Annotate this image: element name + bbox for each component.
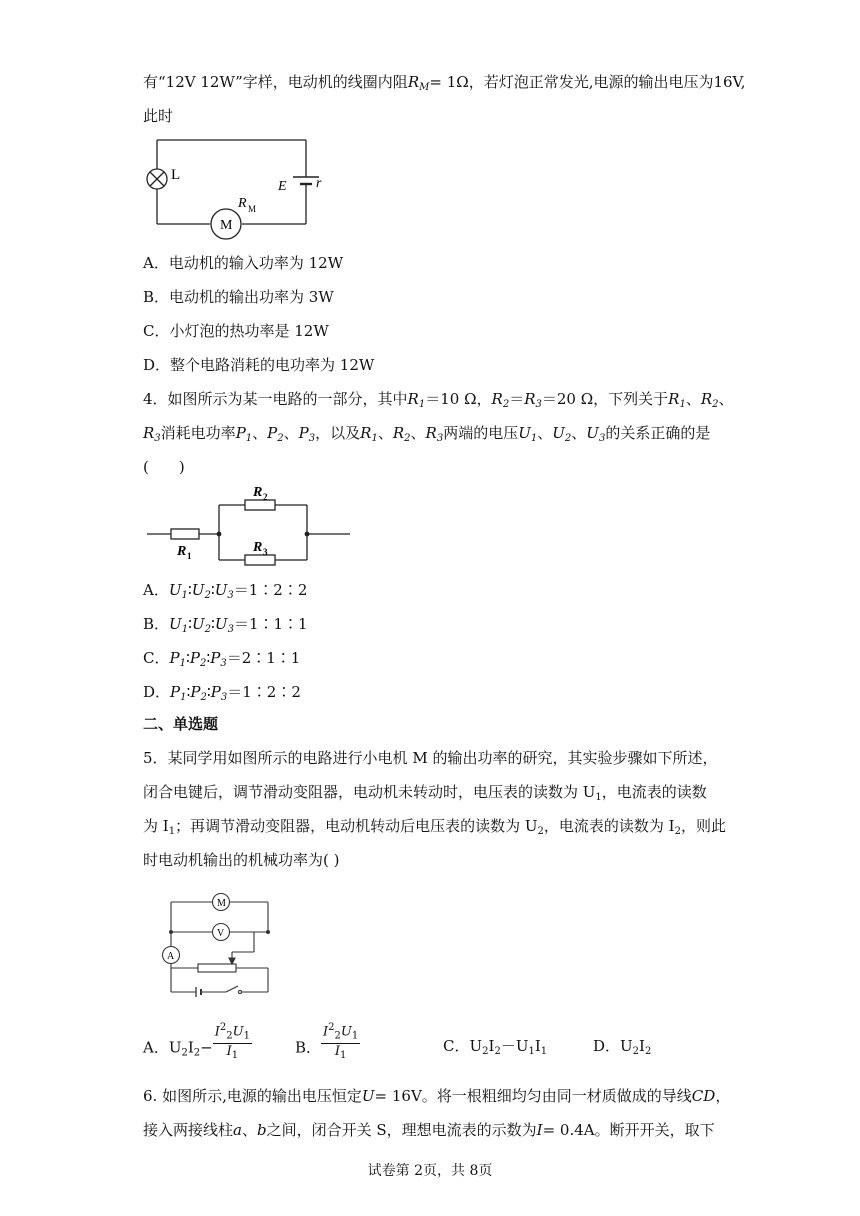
switch-lever (226, 986, 238, 992)
r2-sub: 2 (263, 492, 268, 502)
section-heading: 二、单选题 (143, 715, 219, 733)
r3-label: R (253, 540, 263, 555)
q3-option-d[interactable]: D．整个电路消耗的电功率为 12W (143, 356, 375, 374)
q5-circuit-figure (150, 888, 280, 1000)
q3-option-b[interactable]: B．电动机的输出功率为 3W (143, 288, 334, 306)
motor-resistance-sub: M (248, 204, 257, 214)
q4-option-b[interactable]: B．$U_1∶U_2∶U_3=1∶1∶1$ (143, 615, 308, 635)
motor-label: M (220, 218, 233, 233)
page-footer: 试卷第 2页，共 8页 (367, 1163, 493, 1179)
q5-option-a-fraction: $\frac{I^2_2U_1}{I_1}$ (214, 1022, 250, 1062)
q4-stem-line1: 4．如图所示为某一电路的一部分，其中$R_1=10$ Ω，$R_2=R_3=20$ Ω，下列关于$R_1$、$R_2$、 (143, 390, 734, 410)
r3-resistor (245, 555, 275, 565)
q5-option-a[interactable]: A．$U_2I_2-$ $\frac{I^2_2U_1}{I_1}$ (143, 1022, 250, 1062)
motor-label: M (217, 898, 226, 909)
q3-stem-line2: 此时 (143, 107, 174, 125)
r3-sub: 3 (263, 547, 268, 557)
internal-resistance-label: r (316, 176, 322, 191)
q6-stem-line2: 接入两接线柱a、b之间，闭合开关 S，理想电流表的示数为I= 0.4A。断开开关，取下 (143, 1121, 715, 1139)
r2-label: R (253, 485, 263, 500)
r2-resistor (245, 500, 275, 510)
q6-stem-line1: 6. 如图所示,电源的输出电压恒定U= 16V。将一根粗细均匀由同一材质做成的导线CD， (143, 1087, 731, 1105)
lamp-label: L (171, 167, 181, 183)
r1-resistor (171, 529, 199, 539)
q5-option-b-fraction: $\frac{I^2_2U_1}{I_1}$ (323, 1022, 359, 1062)
emf-label: E (278, 179, 287, 194)
q4-stem-line2: $R_3$消耗电功率$P_1$、$P_2$、$P_3$，以及$R_1$、$R_2$、$R_3$两端的电压$U_1$、$U_2$、$U_3$的关系正确的是 (143, 424, 711, 444)
q5-stem-line2: 闭合电键后，调节滑动变阻器，电动机未转动时，电压表的读数为 $U_1$，电流表的读数 (143, 783, 707, 803)
q3-option-c[interactable]: C．小灯泡的热功率是 12W (143, 322, 329, 340)
rheostat (198, 964, 236, 972)
r1-sub: 1 (187, 551, 192, 561)
ammeter-label: A (167, 951, 175, 962)
q4-answer-paren: ( ) (143, 458, 185, 476)
q5-option-c[interactable]: C．$U_2I_2-U_1I_1$ (443, 1037, 548, 1057)
q5-stem-line4: 时电动机输出的机械功率为( ) (143, 851, 340, 869)
q4-option-d[interactable]: D．$P_1∶P_2∶P_3=1∶2∶2$ (143, 683, 301, 703)
q5-option-b[interactable]: B． $\frac{I^2_2U_1}{I_1}$ (295, 1022, 359, 1062)
q5-stem-line3: 为 $I_1$；再调节滑动变阻器，电动机转动后电压表的读数为 $U_2$，电流表的读数为 $I_2$，则此 (143, 817, 726, 837)
motor-resistance-label: R (238, 196, 247, 211)
q4-option-a[interactable]: A．$U_1∶U_2∶U_3=1∶2∶2$ (143, 581, 308, 601)
r1-label: R (177, 544, 187, 559)
q4-circuit-figure (145, 480, 355, 570)
q3-circuit-figure (140, 132, 340, 242)
q5-stem-line1: 5．某同学用如图所示的电路进行小电机 M 的输出功率的研究，其实验步骤如下所述， (143, 749, 718, 767)
voltmeter-label: V (217, 928, 225, 939)
q5-option-d[interactable]: D．$U_2I_2$ (593, 1037, 652, 1057)
q3-option-a[interactable]: A．电动机的输入功率为 12W (143, 254, 344, 272)
q3-stem-line1: 有“12V 12W”字样，电动机的线圈内阻$R_M= 1\Omega$，若灯泡正常发光,电源的输出电压为16V, (143, 73, 746, 93)
q4-option-c[interactable]: C．$P_1∶P_2∶P_3=2∶1∶1$ (143, 649, 301, 669)
